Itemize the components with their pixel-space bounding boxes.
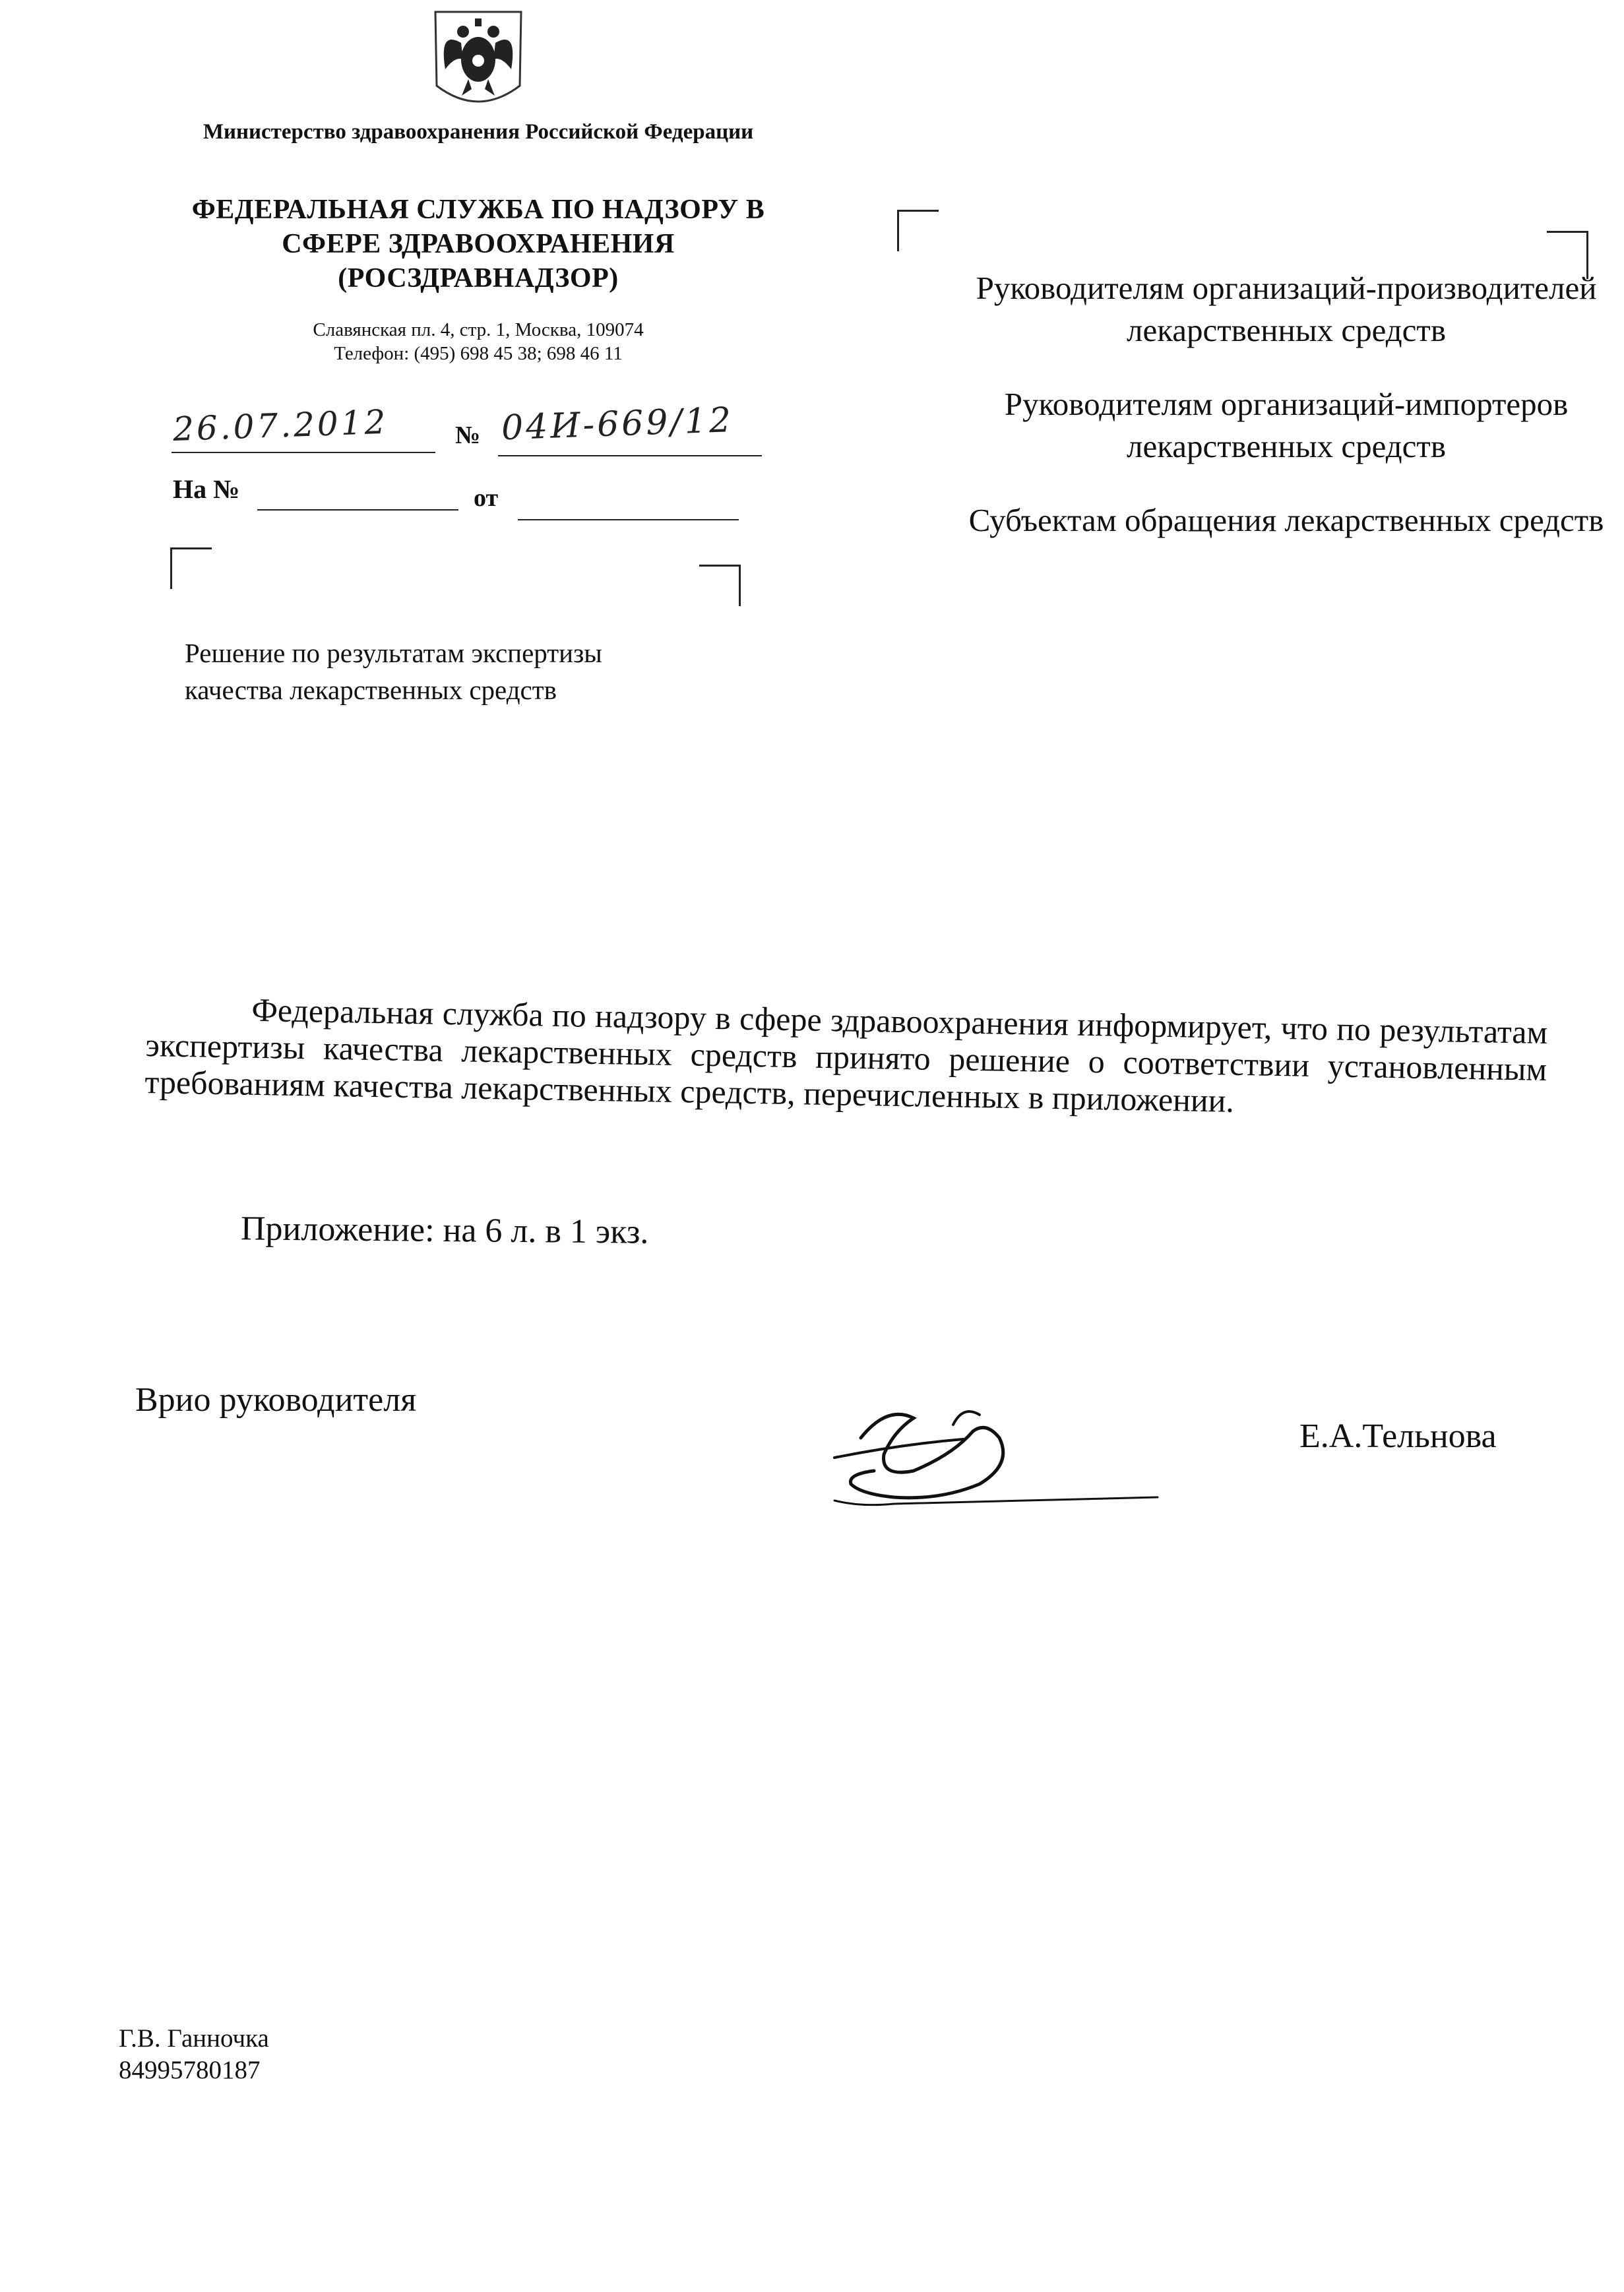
ministry-name: Министерство здравоохранения Российской Федерации xyxy=(203,120,754,144)
number-sign: № xyxy=(455,421,481,449)
signer-name: Е.А.Тельнова xyxy=(1299,1417,1497,1455)
letter-body xyxy=(144,989,1548,1125)
reference-number-line xyxy=(257,509,458,511)
addressee-subjects: Субъектам обращения лекарственных средств xyxy=(968,502,1604,538)
body-paragraph: Федеральная служба по надзору в сфере здравоохранения информирует, что по результатам экспертизы качества лекарственных средств принято решение о соответствии установленным требованиям качества лекарственных средств, перечисленных в приложении. xyxy=(144,991,1548,1119)
subject-corner-left xyxy=(170,547,212,589)
number-underline xyxy=(498,455,762,456)
subject-corner-right xyxy=(699,565,741,606)
reference-number-label: На № xyxy=(173,474,240,504)
double-headed-eagle-icon xyxy=(409,7,547,115)
document-subject: Решение по результатам экспертизы качества лекарственных средств xyxy=(185,638,602,705)
phone-line: Телефон: (495) 698 45 38; 698 46 11 xyxy=(334,343,623,364)
signer-title: Врио руководителя xyxy=(135,1381,417,1419)
addressee-list xyxy=(923,267,1624,573)
address-line: Славянская пл. 4, стр. 1, Москва, 109074 xyxy=(313,319,644,340)
reference-date-label: от xyxy=(474,484,499,512)
executor-phone: 84995780187 xyxy=(119,2056,261,2084)
reference-date-line xyxy=(518,519,739,520)
date-underline xyxy=(172,452,435,453)
addressee-manufacturers: Руководителям организаций-производителей лекарственных средств xyxy=(976,270,1597,348)
handwritten-signature xyxy=(821,1392,1164,1517)
address-block xyxy=(198,318,759,365)
outgoing-number: 04И-669/12 xyxy=(501,400,734,449)
attachment-note: Приложение: на 6 л. в 1 экз. xyxy=(240,1210,649,1251)
outgoing-date: 26.07.2012 xyxy=(172,402,389,449)
addressee-corner-left xyxy=(897,210,939,251)
addressee-importers: Руководителям организаций-импортеров лекарственных средств xyxy=(1004,386,1569,464)
executor-name: Г.В. Ганночка xyxy=(119,2024,269,2053)
service-name: ФЕДЕРАЛЬНАЯ СЛУЖБА ПО НАДЗОРУ В СФЕРЕ ЗДРАВООХРАНЕНИЯ (РОСЗДРАВНАДЗОР) xyxy=(191,195,765,294)
